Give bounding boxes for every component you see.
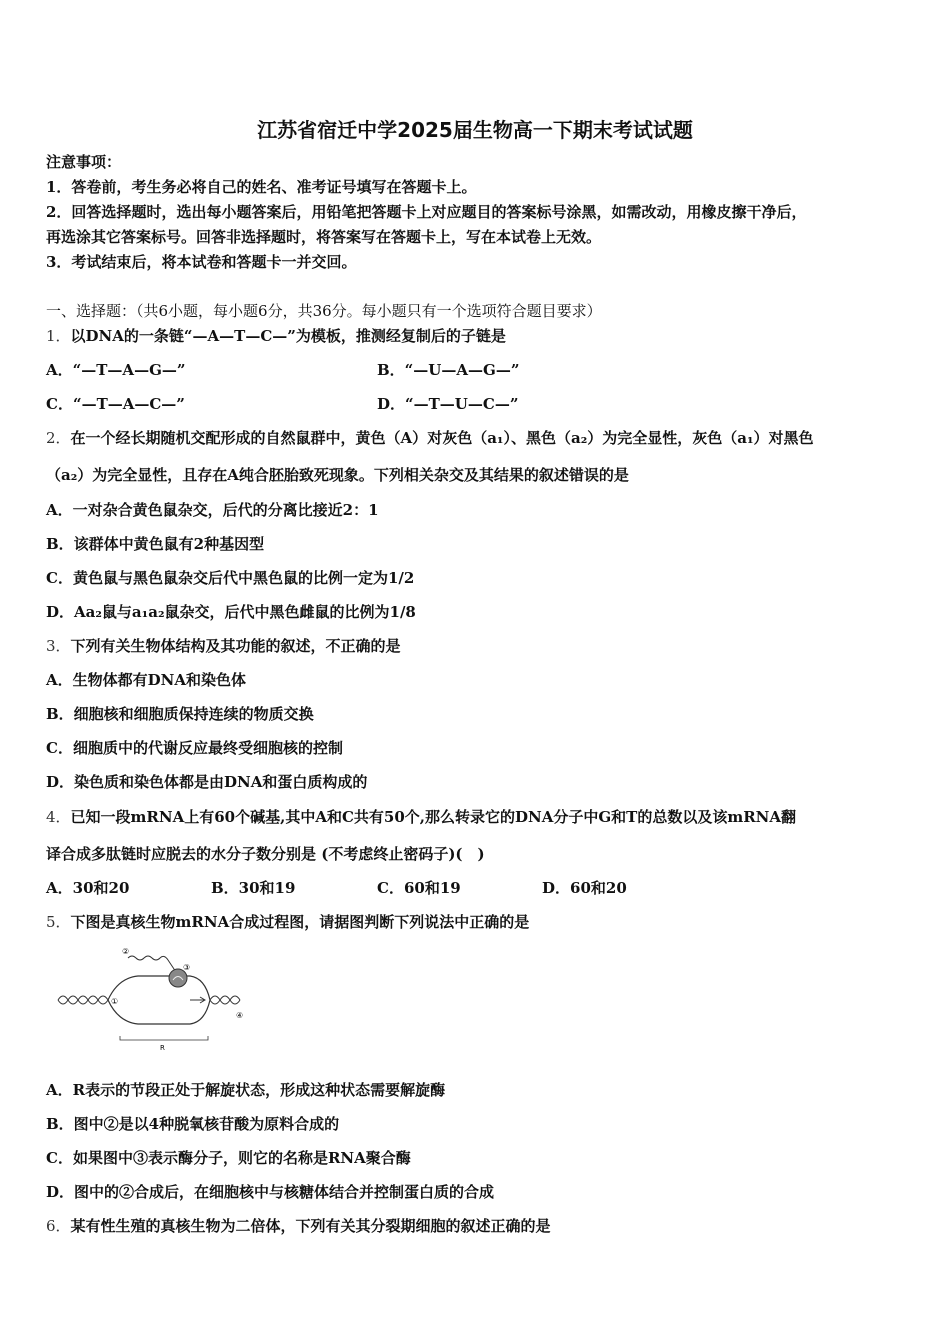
q3-option-b: B．细胞核和细胞质保持连续的物质交换: [46, 705, 314, 723]
question-6: [46, 1216, 551, 1236]
q5-stem: 下图是真核生物mRNA合成过程图，请据图判断下列说法中正确的是: [70, 913, 530, 931]
label-4: ④: [236, 1011, 244, 1020]
q3-option-c: C．细胞质中的代谢反应最终受细胞核的控制: [46, 739, 343, 757]
q5-option-d: D．图中的②合成后，在细胞核中与核糖体结合并控制蛋白质的合成: [46, 1183, 495, 1201]
question-2: [46, 428, 814, 448]
q6-number: 6．: [46, 1217, 71, 1235]
q5-option-c: C．如果图中③表示酶分子，则它的名称是RNA聚合酶: [46, 1149, 411, 1167]
question-1: [46, 326, 506, 346]
notice-item-2-cont: 再选涂其它答案标号。回答非选择题时，将答案写在答题卡上，写在本试卷上无效。: [46, 228, 602, 246]
q5-number: 5．: [46, 913, 71, 931]
q4-option-b: B．30和19: [211, 879, 296, 897]
q3-stem: 下列有关生物体结构及其功能的叙述，不正确的是: [70, 637, 401, 655]
section-heading: 一、选择题：（共6小题，每小题6分，共36分。每小题只有一个选项符合题目要求）: [46, 302, 602, 320]
q1-option-c: C．“—T—A—C—”: [46, 395, 185, 413]
question-4: [46, 807, 796, 827]
q1-option-d: D．“—T—U—C—”: [377, 395, 519, 413]
q2-option-b: B．该群体中黄色鼠有2种基因型: [46, 535, 265, 553]
q2-number: 2．: [46, 429, 71, 447]
notice-heading: 注意事项：: [46, 153, 122, 171]
q2-option-a: A．一对杂合黄色鼠杂交，后代的分离比接近2：1: [46, 501, 379, 519]
q1-stem: 以DNA的一条链“—A—T—C—”为模板，推测经复制后的子链是: [70, 327, 506, 345]
notice-item-3: 3．考试结束后，将本试卷和答题卡一并交回。: [46, 253, 357, 271]
page-title: 江苏省宿迁中学2025届生物高一下期末考试试题: [257, 118, 693, 142]
q4-stem-1: 已知一段mRNA上有60个碱基,其中A和C共有50个,那么转录它的DNA分子中G和T的总数以及该mRNA翻: [70, 808, 797, 826]
q1-number: 1．: [46, 327, 71, 345]
q4-option-c: C．60和19: [377, 879, 461, 897]
q5-option-a: A．R表示的节段正处于解旋状态，形成这种状态需要解旋酶: [46, 1081, 446, 1099]
q1-option-b: B．“—U—A—G—”: [377, 361, 520, 379]
label-2: ②: [122, 947, 130, 956]
q2-option-d: D．Aa₂鼠与a₁a₂鼠杂交，后代中黑色雌鼠的比例为1/8: [46, 603, 416, 621]
q3-number: 3．: [46, 637, 71, 655]
notice-item-1: 1．答卷前，考生务必将自己的姓名、准考证号填写在答题卡上。: [46, 178, 477, 196]
q1-option-a: A．“—T—A—G—”: [46, 361, 186, 379]
q2-stem-1: 在一个经长期随机交配形成的自然鼠群中，黄色（A）对灰色（a₁）、黑色（a₂）为完全显性，灰色（a₁）对黑色: [70, 429, 814, 447]
label-1: ①: [111, 997, 119, 1006]
q2-stem-2: （a₂）为完全显性，且存在A纯合胚胎致死现象。下列相关杂交及其结果的叙述错误的是: [46, 466, 629, 484]
q4-option-d: D．60和20: [542, 879, 627, 897]
label-3: ③: [183, 963, 191, 972]
q3-option-a: A．生物体都有DNA和染色体: [46, 671, 246, 689]
question-3: [46, 636, 401, 656]
q4-number: 4．: [46, 808, 71, 826]
q6-stem: 某有性生殖的真核生物为二倍体，下列有关其分裂期细胞的叙述正确的是: [70, 1217, 551, 1235]
q4-stem-2: 译合成多肽链时应脱去的水分子数分别是 (不考虑终止密码子)( ): [46, 845, 485, 863]
q4-option-a: A．30和20: [46, 879, 130, 897]
q2-option-c: C．黄色鼠与黑色鼠杂交后代中黑色鼠的比例一定为1/2: [46, 569, 415, 587]
question-5: [46, 912, 529, 932]
mrna-synthesis-diagram: [50, 940, 260, 1050]
notice-item-2: 2．回答选择题时，选出每小题答案后，用铅笔把答题卡上对应题目的答案标号涂黑，如需改动，用橡皮擦干净后，: [46, 203, 807, 221]
q5-option-b: B．图中②是以4种脱氧核苷酸为原料合成的: [46, 1115, 340, 1133]
label-r: R: [160, 1044, 165, 1050]
q3-option-d: D．染色质和染色体都是由DNA和蛋白质构成的: [46, 773, 368, 791]
